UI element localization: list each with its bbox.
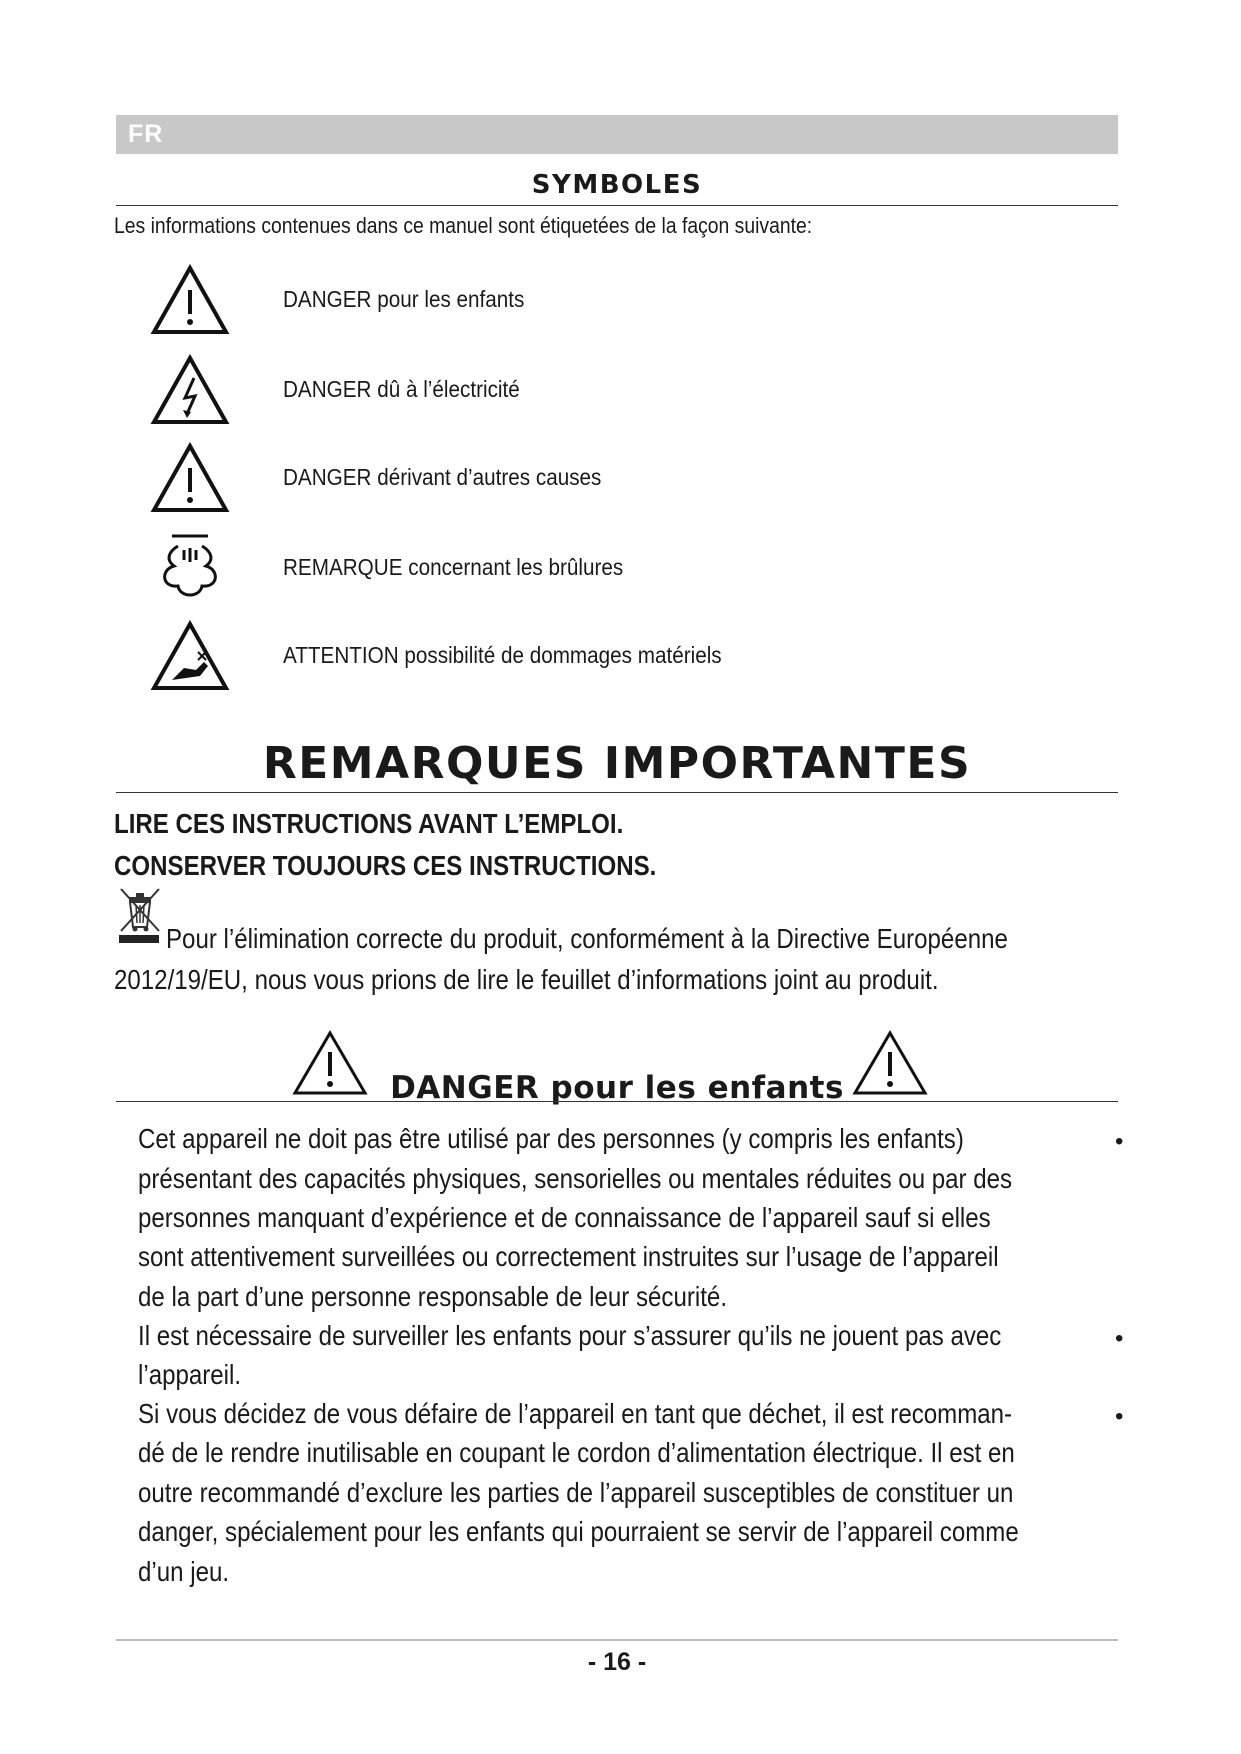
electric-warning-icon xyxy=(150,352,230,432)
keep-instructions-line: CONSERVER TOUJOURS CES INSTRUCTIONS. xyxy=(114,850,657,881)
danger-children-divider xyxy=(116,1101,1118,1102)
danger-children-header xyxy=(116,1030,1118,1106)
danger-children-title: DANGER pour les enfants xyxy=(390,1070,844,1106)
symbol-label: DANGER pour les enfants xyxy=(283,286,525,312)
read-instructions-line: LIRE CES INSTRUCTIONS AVANT L’EMPLOI. xyxy=(114,808,624,839)
page-number: - 16 - xyxy=(587,1648,647,1676)
body-line: Il est nécessaire de surveiller les enfants pour s’assurer qu’ils ne jouent pas avec xyxy=(138,1320,1002,1351)
important-divider xyxy=(116,792,1118,793)
warning-triangle-icon xyxy=(150,440,230,520)
body-line: outre recommandé d’exclure les parties de l’appareil susceptibles de constituer un xyxy=(138,1477,1014,1508)
disposal-text-line-2: 2012/19/EU, nous vous prions de lire le feuillet d’informations joint au produit. xyxy=(114,964,939,995)
footer-divider xyxy=(116,1639,1118,1641)
symbol-label: REMARQUE concernant les brûlures xyxy=(283,554,624,580)
hand-damage-icon xyxy=(150,618,230,698)
symbol-label: DANGER dérivant d’autres causes xyxy=(283,464,602,490)
symbols-intro: Les informations contenues dans ce manuel sont étiquetées de la façon suivante: xyxy=(114,213,813,238)
body-line: de la part d’une personne responsable de leur sécurité. xyxy=(138,1281,728,1312)
body-line: personnes manquant d’expérience et de connaissance de l’appareil sauf si elles xyxy=(138,1202,991,1233)
important-title: REMARQUES IMPORTANTES xyxy=(262,738,972,789)
symbol-row-danger-other xyxy=(150,440,1050,520)
body-line: sont attentivement surveillées ou correctement instruites sur l’usage de l’appareil xyxy=(138,1241,999,1272)
body-line: d’un jeu. xyxy=(138,1556,230,1587)
symbol-label: DANGER dû à l’électricité xyxy=(283,376,520,402)
symbols-title: SYMBOLES xyxy=(531,170,703,200)
body-line: l’appareil. xyxy=(138,1359,242,1390)
symbol-row-burns xyxy=(150,530,1050,610)
body-line: Cet appareil ne doit pas être utilisé par des personnes (y compris les enfants) xyxy=(138,1123,964,1154)
language-bar xyxy=(116,115,1118,154)
body-line: Si vous décidez de vous défaire de l’appareil en tant que déchet, il est recomman- xyxy=(138,1398,1013,1429)
body-line: présentant des capacités physiques, sensorielles ou mentales réduites ou par des xyxy=(138,1163,1013,1194)
bullet: • xyxy=(1115,1403,1124,1430)
body-line: danger, spécialement pour les enfants qui pourraient se servir de l’appareil comme xyxy=(138,1516,1019,1547)
body-line: dé de le rendre inutilisable en coupant le cordon d’alimentation électrique. Il est en xyxy=(138,1437,1015,1468)
warning-triangle-icon xyxy=(150,262,230,342)
weee-bin-icon xyxy=(117,887,163,945)
bullet: • xyxy=(1115,1325,1124,1352)
warning-triangle-icon xyxy=(852,1030,928,1096)
symbol-row-danger-children xyxy=(150,262,1050,342)
symbol-row-material-damage xyxy=(150,618,1050,698)
symbol-row-danger-electricity xyxy=(150,352,1050,432)
disposal-text-line-1: Pour l’élimination correcte du produit, conformément à la Directive Européenne xyxy=(166,923,1008,954)
symbol-label: ATTENTION possibilité de dommages matériels xyxy=(283,642,722,668)
language-code: FR xyxy=(128,120,164,148)
hot-surface-icon xyxy=(150,530,230,610)
bullet: • xyxy=(1115,1128,1124,1155)
symbols-divider xyxy=(116,205,1118,206)
